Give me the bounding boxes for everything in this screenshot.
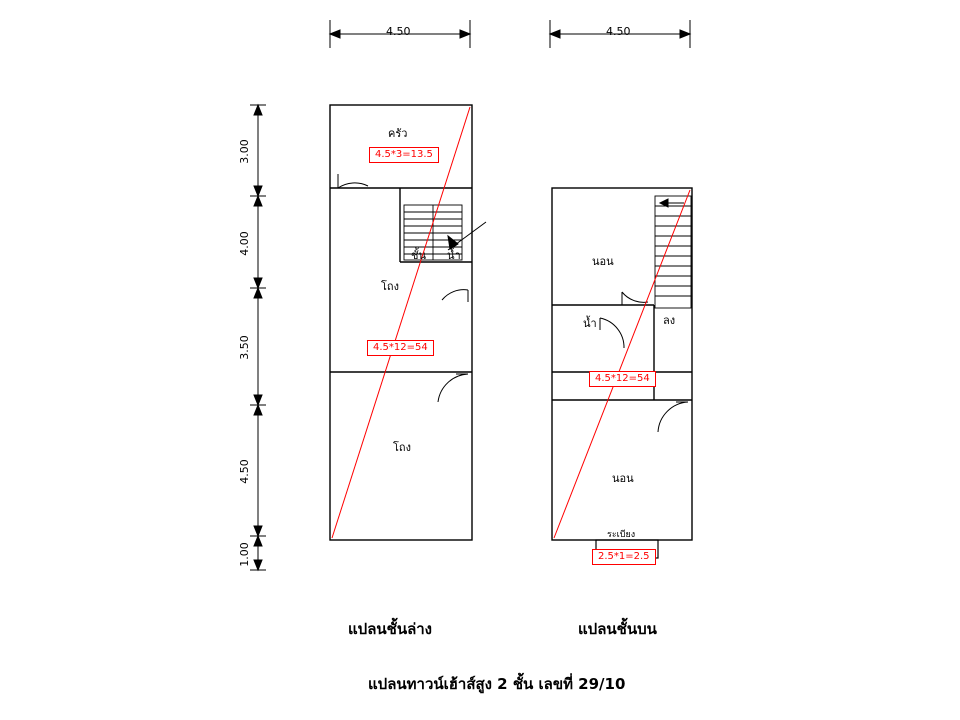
- room-label-kitchen: ครัว: [388, 127, 408, 140]
- lower-top-dimension-label: 4.50: [386, 25, 411, 38]
- room-label-bedroom-lower: นอน: [612, 472, 634, 485]
- caption-lower-plan: แปลนชั้นล่าง: [348, 620, 433, 638]
- upper-door-bedroom-lower: [658, 402, 688, 432]
- lower-door-front: [438, 374, 468, 402]
- room-label-bedroom-upper: นอน: [592, 255, 614, 268]
- left-dimension-5: 1.00: [237, 542, 251, 567]
- upper-door-bath: [600, 318, 624, 348]
- area-box-upper-floor: 4.5*12=54: [589, 371, 656, 387]
- lower-plan-diagonal: [332, 107, 470, 538]
- upper-door-bedroom: [622, 292, 648, 305]
- room-label-bath-lower: น้ำ: [447, 249, 461, 262]
- left-dimension-4: 4.50: [237, 459, 251, 484]
- room-label-hall-lower: โถง: [393, 441, 411, 454]
- room-label-down: ลง: [663, 314, 676, 327]
- left-dimension-3: 3.50: [237, 335, 251, 360]
- room-label-hall-upper: โถง: [381, 280, 399, 293]
- upper-staircase: [655, 196, 691, 308]
- drawing-title: แปลนทาวน์เฮ้าส์สูง 2 ชั้น เลขที่ 29/10: [368, 675, 626, 693]
- lower-left-dimension-chain: [250, 105, 266, 570]
- left-dimension-1: 3.00: [237, 139, 251, 164]
- room-label-stair: ชั้น: [411, 249, 426, 262]
- upper-plan-diagonal: [554, 190, 690, 538]
- area-box-lower-floor: 4.5*12=54: [367, 340, 434, 356]
- room-label-balcony: ระเบียง: [607, 530, 636, 540]
- area-box-balcony: 2.5*1=2.5: [592, 549, 656, 565]
- room-label-bath-upper: น้ำ: [583, 317, 597, 330]
- upper-top-dimension-label: 4.50: [606, 25, 631, 38]
- lower-door-bath: [442, 290, 468, 302]
- caption-upper-plan: แปลนชั้นบน: [578, 620, 657, 638]
- area-box-kitchen: 4.5*3=13.5: [369, 147, 439, 163]
- lower-door-kitchen: [336, 174, 368, 188]
- left-dimension-2: 4.00: [237, 231, 251, 256]
